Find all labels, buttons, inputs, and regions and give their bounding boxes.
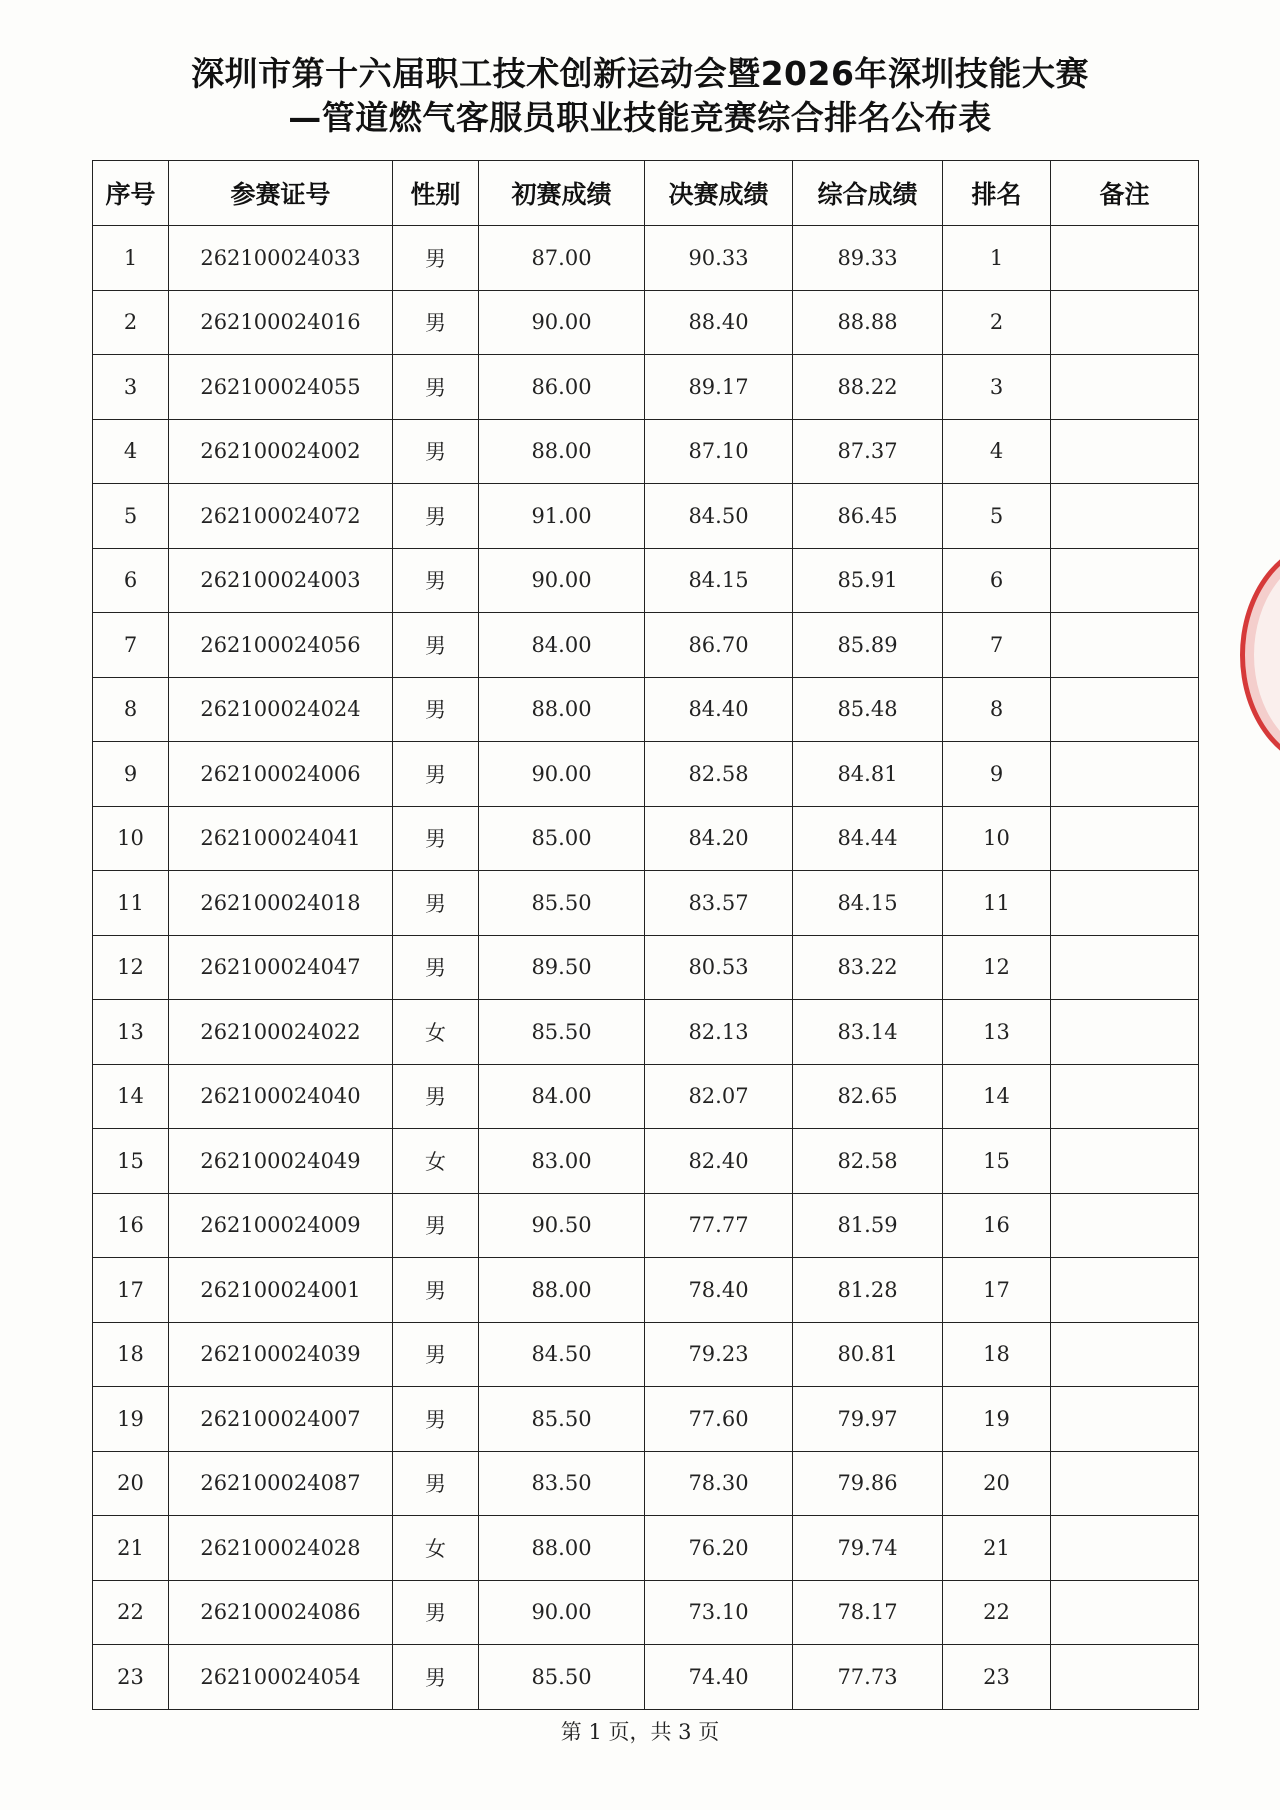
cell-note bbox=[1051, 226, 1199, 291]
cell-prelim-score: 84.50 bbox=[479, 1322, 645, 1387]
cell-id: 262100024009 bbox=[169, 1193, 393, 1258]
cell-id: 262100024041 bbox=[169, 806, 393, 871]
cell-seq: 8 bbox=[93, 677, 169, 742]
table-body bbox=[93, 226, 1199, 1710]
table-row bbox=[93, 677, 1199, 742]
cell-gender: 男 bbox=[393, 1322, 479, 1387]
cell-seq: 4 bbox=[93, 419, 169, 484]
cell-id: 262100024087 bbox=[169, 1451, 393, 1516]
cell-id: 262100024007 bbox=[169, 1387, 393, 1452]
cell-seq: 7 bbox=[93, 613, 169, 678]
table-row bbox=[93, 935, 1199, 1000]
cell-final-score: 83.57 bbox=[645, 871, 793, 936]
cell-total-score: 77.73 bbox=[793, 1645, 943, 1710]
cell-seq: 22 bbox=[93, 1580, 169, 1645]
cell-note bbox=[1051, 677, 1199, 742]
cell-note bbox=[1051, 290, 1199, 355]
document-title-line2: —管道燃气客服员职业技能竞赛综合排名公布表 bbox=[288, 98, 992, 137]
cell-final-score: 84.15 bbox=[645, 548, 793, 613]
cell-total-score: 85.91 bbox=[793, 548, 943, 613]
cell-gender: 女 bbox=[393, 1516, 479, 1581]
cell-final-score: 77.60 bbox=[645, 1387, 793, 1452]
cell-prelim-score: 90.50 bbox=[479, 1193, 645, 1258]
cell-rank: 8 bbox=[943, 677, 1051, 742]
cell-total-score: 79.97 bbox=[793, 1387, 943, 1452]
table-row bbox=[93, 1451, 1199, 1516]
cell-rank: 2 bbox=[943, 290, 1051, 355]
cell-final-score: 82.40 bbox=[645, 1129, 793, 1194]
cell-note bbox=[1051, 742, 1199, 807]
cell-note bbox=[1051, 806, 1199, 871]
cell-rank: 13 bbox=[943, 1000, 1051, 1065]
table-row bbox=[93, 548, 1199, 613]
header-gender: 性别 bbox=[393, 161, 479, 226]
cell-id: 262100024040 bbox=[169, 1064, 393, 1129]
cell-note bbox=[1051, 1129, 1199, 1194]
cell-prelim-score: 87.00 bbox=[479, 226, 645, 291]
cell-total-score: 79.74 bbox=[793, 1516, 943, 1581]
cell-gender: 男 bbox=[393, 871, 479, 936]
cell-id: 262100024001 bbox=[169, 1258, 393, 1323]
cell-total-score: 89.33 bbox=[793, 226, 943, 291]
table-row bbox=[93, 1258, 1199, 1323]
cell-total-score: 81.59 bbox=[793, 1193, 943, 1258]
cell-seq: 6 bbox=[93, 548, 169, 613]
cell-rank: 15 bbox=[943, 1129, 1051, 1194]
header-final: 决赛成绩 bbox=[645, 161, 793, 226]
cell-final-score: 77.77 bbox=[645, 1193, 793, 1258]
cell-gender: 男 bbox=[393, 806, 479, 871]
cell-final-score: 84.20 bbox=[645, 806, 793, 871]
cell-gender: 男 bbox=[393, 419, 479, 484]
cell-seq: 14 bbox=[93, 1064, 169, 1129]
cell-id: 262100024072 bbox=[169, 484, 393, 549]
cell-prelim-score: 85.50 bbox=[479, 1645, 645, 1710]
cell-id: 262100024024 bbox=[169, 677, 393, 742]
cell-final-score: 88.40 bbox=[645, 290, 793, 355]
cell-seq: 23 bbox=[93, 1645, 169, 1710]
cell-note bbox=[1051, 1258, 1199, 1323]
cell-total-score: 84.44 bbox=[793, 806, 943, 871]
table-row bbox=[93, 1645, 1199, 1710]
cell-prelim-score: 88.00 bbox=[479, 1516, 645, 1581]
cell-note bbox=[1051, 1322, 1199, 1387]
cell-final-score: 90.33 bbox=[645, 226, 793, 291]
table-row bbox=[93, 1193, 1199, 1258]
cell-seq: 18 bbox=[93, 1322, 169, 1387]
cell-total-score: 87.37 bbox=[793, 419, 943, 484]
cell-final-score: 78.30 bbox=[645, 1451, 793, 1516]
cell-rank: 19 bbox=[943, 1387, 1051, 1452]
cell-total-score: 88.88 bbox=[793, 290, 943, 355]
cell-seq: 20 bbox=[93, 1451, 169, 1516]
cell-id: 262100024003 bbox=[169, 548, 393, 613]
cell-final-score: 86.70 bbox=[645, 613, 793, 678]
header-note: 备注 bbox=[1051, 161, 1199, 226]
cell-note bbox=[1051, 1645, 1199, 1710]
cell-id: 262100024022 bbox=[169, 1000, 393, 1065]
cell-seq: 1 bbox=[93, 226, 169, 291]
cell-note bbox=[1051, 355, 1199, 420]
cell-id: 262100024018 bbox=[169, 871, 393, 936]
cell-final-score: 74.40 bbox=[645, 1645, 793, 1710]
cell-gender: 男 bbox=[393, 1580, 479, 1645]
cell-total-score: 82.58 bbox=[793, 1129, 943, 1194]
cell-seq: 21 bbox=[93, 1516, 169, 1581]
cell-gender: 男 bbox=[393, 548, 479, 613]
cell-rank: 12 bbox=[943, 935, 1051, 1000]
cell-note bbox=[1051, 1193, 1199, 1258]
cell-note bbox=[1051, 548, 1199, 613]
cell-prelim-score: 84.00 bbox=[479, 613, 645, 678]
cell-id: 262100024002 bbox=[169, 419, 393, 484]
cell-final-score: 79.23 bbox=[645, 1322, 793, 1387]
cell-seq: 2 bbox=[93, 290, 169, 355]
cell-seq: 19 bbox=[93, 1387, 169, 1452]
cell-rank: 9 bbox=[943, 742, 1051, 807]
cell-prelim-score: 90.00 bbox=[479, 742, 645, 807]
table-row bbox=[93, 1000, 1199, 1065]
cell-seq: 9 bbox=[93, 742, 169, 807]
cell-seq: 12 bbox=[93, 935, 169, 1000]
table-row bbox=[93, 871, 1199, 936]
page-footer: 第 1 页，共 3 页 bbox=[560, 1720, 720, 1744]
cell-gender: 男 bbox=[393, 677, 479, 742]
cell-gender: 女 bbox=[393, 1000, 479, 1065]
cell-total-score: 85.48 bbox=[793, 677, 943, 742]
cell-rank: 23 bbox=[943, 1645, 1051, 1710]
table-row bbox=[93, 419, 1199, 484]
header-rank: 排名 bbox=[943, 161, 1051, 226]
cell-prelim-score: 86.00 bbox=[479, 355, 645, 420]
cell-final-score: 76.20 bbox=[645, 1516, 793, 1581]
cell-note bbox=[1051, 1064, 1199, 1129]
cell-id: 262100024086 bbox=[169, 1580, 393, 1645]
cell-rank: 20 bbox=[943, 1451, 1051, 1516]
cell-note bbox=[1051, 871, 1199, 936]
cell-prelim-score: 88.00 bbox=[479, 677, 645, 742]
cell-rank: 16 bbox=[943, 1193, 1051, 1258]
cell-prelim-score: 85.50 bbox=[479, 1000, 645, 1065]
table-row bbox=[93, 613, 1199, 678]
header-prelim: 初赛成绩 bbox=[479, 161, 645, 226]
cell-rank: 4 bbox=[943, 419, 1051, 484]
cell-total-score: 78.17 bbox=[793, 1580, 943, 1645]
cell-prelim-score: 83.50 bbox=[479, 1451, 645, 1516]
cell-id: 262100024006 bbox=[169, 742, 393, 807]
cell-prelim-score: 90.00 bbox=[479, 1580, 645, 1645]
cell-total-score: 82.65 bbox=[793, 1064, 943, 1129]
table-row bbox=[93, 226, 1199, 291]
cell-total-score: 79.86 bbox=[793, 1451, 943, 1516]
table-row bbox=[93, 484, 1199, 549]
cell-note bbox=[1051, 613, 1199, 678]
cell-seq: 3 bbox=[93, 355, 169, 420]
table-row bbox=[93, 1322, 1199, 1387]
cell-prelim-score: 90.00 bbox=[479, 290, 645, 355]
document-title-line1: 深圳市第十六届职工技术创新运动会暨2026年深圳技能大赛 bbox=[191, 54, 1089, 93]
cell-gender: 男 bbox=[393, 290, 479, 355]
table-row bbox=[93, 355, 1199, 420]
cell-gender: 男 bbox=[393, 1193, 479, 1258]
red-seal-stamp bbox=[1240, 540, 1280, 770]
cell-rank: 5 bbox=[943, 484, 1051, 549]
cell-prelim-score: 85.50 bbox=[479, 871, 645, 936]
cell-total-score: 85.89 bbox=[793, 613, 943, 678]
table-row bbox=[93, 1387, 1199, 1452]
cell-seq: 17 bbox=[93, 1258, 169, 1323]
cell-total-score: 81.28 bbox=[793, 1258, 943, 1323]
cell-rank: 1 bbox=[943, 226, 1051, 291]
cell-id: 262100024047 bbox=[169, 935, 393, 1000]
cell-id: 262100024016 bbox=[169, 290, 393, 355]
cell-rank: 7 bbox=[943, 613, 1051, 678]
cell-gender: 男 bbox=[393, 226, 479, 291]
cell-id: 262100024028 bbox=[169, 1516, 393, 1581]
cell-note bbox=[1051, 1387, 1199, 1452]
cell-total-score: 80.81 bbox=[793, 1322, 943, 1387]
cell-rank: 14 bbox=[943, 1064, 1051, 1129]
cell-id: 262100024039 bbox=[169, 1322, 393, 1387]
cell-gender: 男 bbox=[393, 742, 479, 807]
table-row bbox=[93, 1580, 1199, 1645]
cell-gender: 男 bbox=[393, 1064, 479, 1129]
ranking-table bbox=[92, 160, 1199, 1710]
cell-prelim-score: 85.00 bbox=[479, 806, 645, 871]
cell-gender: 男 bbox=[393, 1258, 479, 1323]
cell-rank: 3 bbox=[943, 355, 1051, 420]
cell-final-score: 89.17 bbox=[645, 355, 793, 420]
cell-gender: 男 bbox=[393, 355, 479, 420]
table-row bbox=[93, 742, 1199, 807]
cell-final-score: 82.07 bbox=[645, 1064, 793, 1129]
cell-prelim-score: 83.00 bbox=[479, 1129, 645, 1194]
cell-note bbox=[1051, 1580, 1199, 1645]
cell-final-score: 82.13 bbox=[645, 1000, 793, 1065]
cell-prelim-score: 85.50 bbox=[479, 1387, 645, 1452]
cell-rank: 10 bbox=[943, 806, 1051, 871]
cell-prelim-score: 91.00 bbox=[479, 484, 645, 549]
table-row bbox=[93, 1516, 1199, 1581]
cell-note bbox=[1051, 1516, 1199, 1581]
table-row bbox=[93, 1129, 1199, 1194]
cell-rank: 18 bbox=[943, 1322, 1051, 1387]
header-seq: 序号 bbox=[93, 161, 169, 226]
cell-id: 262100024049 bbox=[169, 1129, 393, 1194]
cell-total-score: 83.22 bbox=[793, 935, 943, 1000]
cell-note bbox=[1051, 1000, 1199, 1065]
cell-rank: 21 bbox=[943, 1516, 1051, 1581]
cell-gender: 男 bbox=[393, 1387, 479, 1452]
cell-rank: 17 bbox=[943, 1258, 1051, 1323]
header-id: 参赛证号 bbox=[169, 161, 393, 226]
cell-id: 262100024056 bbox=[169, 613, 393, 678]
table-row bbox=[93, 806, 1199, 871]
cell-final-score: 84.50 bbox=[645, 484, 793, 549]
cell-note bbox=[1051, 419, 1199, 484]
cell-note bbox=[1051, 935, 1199, 1000]
cell-prelim-score: 88.00 bbox=[479, 419, 645, 484]
header-total: 综合成绩 bbox=[793, 161, 943, 226]
table-header bbox=[93, 161, 1199, 226]
cell-total-score: 84.81 bbox=[793, 742, 943, 807]
header-row bbox=[93, 161, 1199, 226]
cell-prelim-score: 90.00 bbox=[479, 548, 645, 613]
cell-prelim-score: 89.50 bbox=[479, 935, 645, 1000]
cell-final-score: 84.40 bbox=[645, 677, 793, 742]
cell-rank: 22 bbox=[943, 1580, 1051, 1645]
cell-gender: 男 bbox=[393, 1451, 479, 1516]
cell-prelim-score: 84.00 bbox=[479, 1064, 645, 1129]
cell-gender: 男 bbox=[393, 1645, 479, 1710]
cell-note bbox=[1051, 484, 1199, 549]
cell-seq: 15 bbox=[93, 1129, 169, 1194]
cell-rank: 11 bbox=[943, 871, 1051, 936]
cell-final-score: 82.58 bbox=[645, 742, 793, 807]
cell-rank: 6 bbox=[943, 548, 1051, 613]
cell-seq: 5 bbox=[93, 484, 169, 549]
cell-gender: 男 bbox=[393, 484, 479, 549]
cell-seq: 10 bbox=[93, 806, 169, 871]
cell-final-score: 87.10 bbox=[645, 419, 793, 484]
cell-id: 262100024055 bbox=[169, 355, 393, 420]
cell-total-score: 83.14 bbox=[793, 1000, 943, 1065]
cell-final-score: 80.53 bbox=[645, 935, 793, 1000]
cell-id: 262100024033 bbox=[169, 226, 393, 291]
cell-gender: 男 bbox=[393, 613, 479, 678]
cell-seq: 11 bbox=[93, 871, 169, 936]
table-row bbox=[93, 290, 1199, 355]
cell-final-score: 73.10 bbox=[645, 1580, 793, 1645]
cell-total-score: 86.45 bbox=[793, 484, 943, 549]
cell-final-score: 78.40 bbox=[645, 1258, 793, 1323]
cell-note bbox=[1051, 1451, 1199, 1516]
cell-id: 262100024054 bbox=[169, 1645, 393, 1710]
cell-seq: 16 bbox=[93, 1193, 169, 1258]
cell-total-score: 88.22 bbox=[793, 355, 943, 420]
cell-prelim-score: 88.00 bbox=[479, 1258, 645, 1323]
cell-seq: 13 bbox=[93, 1000, 169, 1065]
cell-gender: 男 bbox=[393, 935, 479, 1000]
cell-total-score: 84.15 bbox=[793, 871, 943, 936]
table-row bbox=[93, 1064, 1199, 1129]
cell-gender: 女 bbox=[393, 1129, 479, 1194]
